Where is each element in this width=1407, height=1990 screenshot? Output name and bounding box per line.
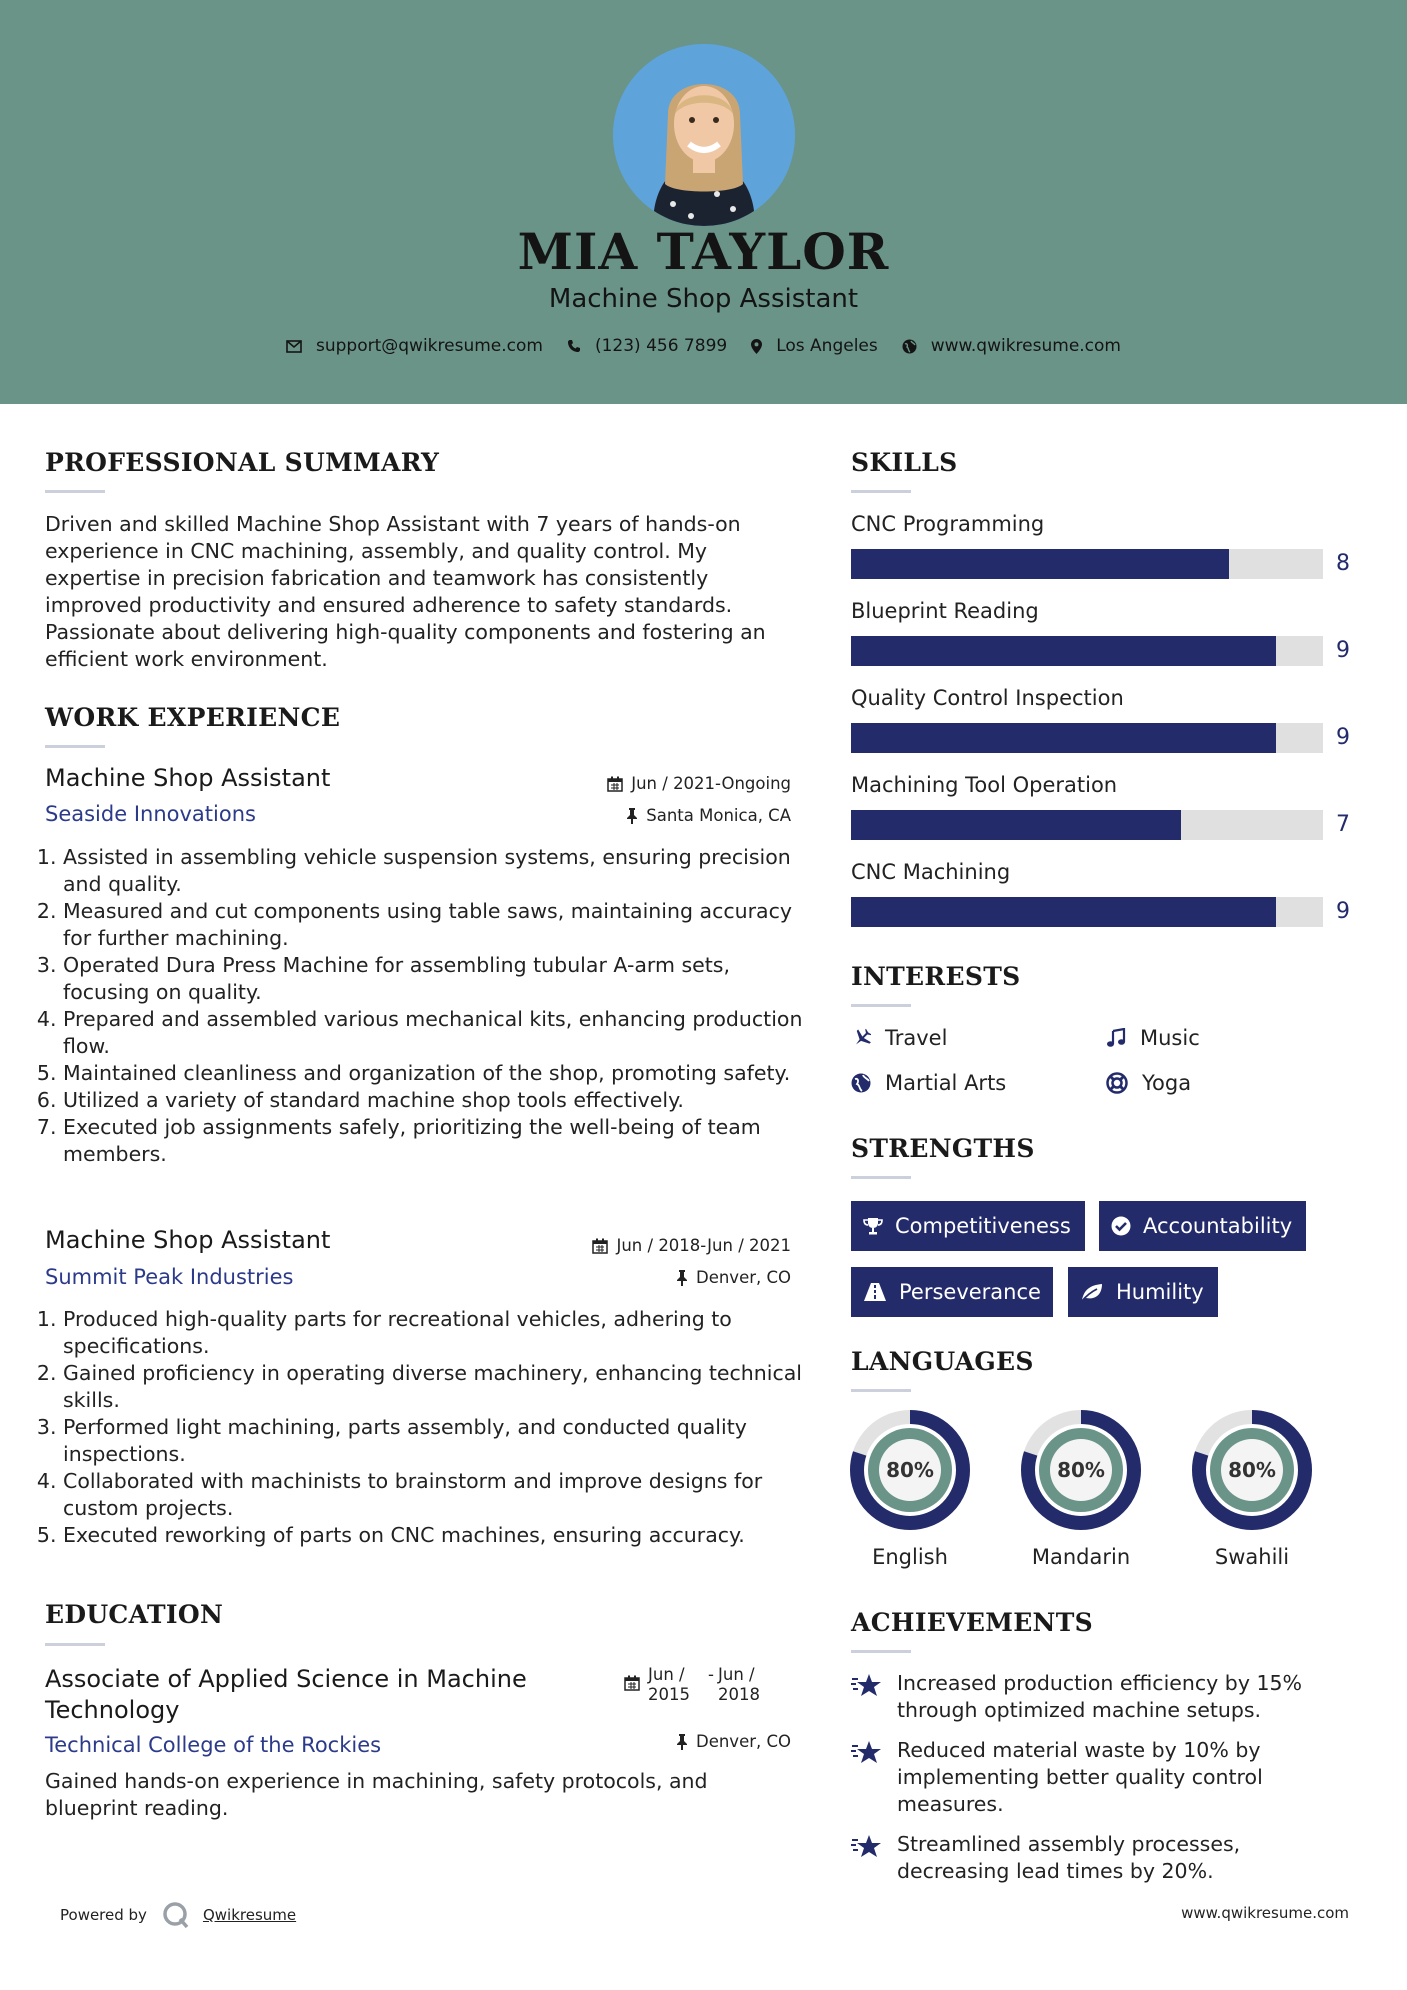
star-award-icon [851, 1672, 883, 1698]
skill-label: Quality Control Inspection [851, 686, 1124, 710]
list-item: 1. Assisted in assembling vehicle suspension systems, ensuring precision and quality. [63, 844, 805, 898]
footer-url[interactable]: www.qwikresume.com [1181, 1904, 1349, 1922]
job-2-bullets [45, 1306, 805, 1549]
globe-icon [851, 1073, 871, 1093]
job-1-date-text: Jun / 2021-Ongoing [631, 774, 791, 793]
language-name: English [872, 1545, 948, 1569]
qwikresume-logo-icon [161, 1900, 191, 1930]
star-award-icon [851, 1833, 883, 1859]
skill-bar-fill [851, 636, 1276, 666]
contact-email-text: support@qwikresume.com [316, 336, 543, 356]
strength-accountability-label: Accountability [1143, 1214, 1293, 1238]
experience-heading: WORK EXPERIENCE [45, 703, 341, 732]
list-item: 4. Collaborated with machinists to brainstorm and improve designs for custom projects. [63, 1468, 805, 1522]
contact-location [751, 336, 878, 356]
profile-photo-icon [613, 44, 795, 226]
education-text: Gained hands-on experience in machining, safety protocols, and blueprint reading. [45, 1769, 708, 1820]
contact-phone[interactable] [567, 336, 727, 356]
languages-rule [851, 1389, 911, 1392]
job-1-location [500, 806, 791, 825]
strengths-rule [851, 1176, 911, 1179]
achievement-text: Streamlined assembly processes, decreasing lead times by 20%. [897, 1832, 1241, 1883]
job-2-company: Summit Peak Industries [45, 1265, 294, 1289]
achievement-item [851, 1670, 1331, 1724]
calendar-icon [624, 1675, 640, 1691]
skills-heading: SKILLS [851, 448, 958, 477]
list-item: 3. Operated Dura Press Machine for assembling tubular A-arm sets, focusing on quality. [63, 952, 805, 1006]
contact-email[interactable] [286, 336, 543, 356]
contact-location-text: Los Angeles [776, 336, 878, 356]
job-1-title: Machine Shop Assistant [45, 764, 331, 792]
trophy-icon [863, 1216, 883, 1236]
achievement-text: Reduced material waste by 10% by implementing better quality control measures. [897, 1738, 1263, 1816]
interests-heading: INTERESTS [851, 962, 1021, 991]
footer-brand-link[interactable]: Qwikresume [202, 1906, 297, 1924]
interest-yoga-label: Yoga [1142, 1071, 1192, 1095]
achievement-text: Increased production efficiency by 15% through optimized machine setups. [897, 1671, 1303, 1722]
education-degree: Associate of Applied Science in Machine Technology [45, 1665, 527, 1724]
list-item: 5. Executed reworking of parts on CNC machines, ensuring accuracy. [63, 1522, 805, 1549]
language-ring [1019, 1408, 1143, 1532]
interest-yoga [1106, 1071, 1191, 1095]
skill-value: 7 [1336, 812, 1350, 837]
achievement-item [851, 1831, 1331, 1885]
skill-value: 9 [1336, 638, 1350, 663]
strength-perseverance [851, 1267, 1053, 1317]
education-school: Technical College of the Rockies [45, 1733, 382, 1757]
job-2-location-text: Denver, CO [695, 1268, 791, 1287]
summary-text: Driven and skilled Machine Shop Assistant with 7 years of hands-on experience in CNC machining, assembly, and quality control. My expertise in precision fabrication and teamwork has consistently improved productivity and ensured adherence to safety standards. Passionate about delivering high-quality components and fostering an efficient work environment. [45, 512, 766, 671]
strength-perseverance-label: Perseverance [899, 1280, 1041, 1304]
plane-icon [851, 1028, 871, 1048]
pushpin-icon [676, 1270, 688, 1286]
job-1-date [500, 774, 791, 793]
list-item: 1. Produced high-quality parts for recreational vehicles, adhering to specifications. [63, 1306, 805, 1360]
skill-value: 9 [1336, 725, 1350, 750]
list-item: 2. Measured and cut components using table saws, maintaining accuracy for further machining. [63, 898, 805, 952]
skill-bar-track [851, 897, 1323, 927]
job-2-date [500, 1236, 791, 1255]
strength-competitiveness [851, 1201, 1085, 1251]
skill-label: CNC Machining [851, 860, 1011, 884]
summary-rule [45, 490, 105, 493]
job-2-title: Machine Shop Assistant [45, 1226, 331, 1254]
summary-heading: PROFESSIONAL SUMMARY [45, 448, 440, 477]
list-item: 4. Prepared and assembled various mechanical kits, enhancing production flow. [63, 1006, 805, 1060]
list-item: 2. Gained proficiency in operating diverse machinery, enhancing technical skills. [63, 1360, 805, 1414]
list-item: 7. Executed job assignments safely, prioritizing the well-being of team members. [63, 1114, 805, 1168]
candidate-role: Machine Shop Assistant [548, 284, 859, 314]
education-heading: EDUCATION [45, 1600, 224, 1629]
road-icon [863, 1282, 887, 1302]
skill-value: 8 [1336, 551, 1350, 576]
list-item: 5. Maintained cleanliness and organization of the shop, promoting safety. [63, 1060, 805, 1087]
language-ring [848, 1408, 972, 1532]
header-banner [0, 0, 1407, 404]
achievement-item [851, 1737, 1331, 1818]
contact-phone-text: (123) 456 7899 [594, 336, 728, 356]
leaf-icon [1080, 1282, 1104, 1302]
job-1-company: Seaside Innovations [45, 802, 256, 826]
education-dates [624, 1665, 768, 1705]
language-ring [1190, 1408, 1314, 1532]
footer-powered-label: Powered by [60, 1906, 147, 1924]
strength-humility-label: Humility [1116, 1280, 1204, 1304]
skill-bar-fill [851, 723, 1276, 753]
pushpin-icon [626, 808, 638, 824]
experience-rule [45, 745, 105, 748]
skill-bar-track [851, 723, 1323, 753]
calendar-icon [607, 776, 623, 792]
calendar-icon [592, 1238, 608, 1254]
skill-label: Blueprint Reading [851, 599, 1039, 623]
interest-martial-arts-label: Martial Arts [885, 1071, 1007, 1095]
list-item: 3. Performed light machining, parts assembly, and conducted quality inspections. [63, 1414, 805, 1468]
skill-bar-fill [851, 549, 1229, 579]
interest-travel-label: Travel [885, 1026, 948, 1050]
footer-powered-by [60, 1900, 296, 1930]
job-2-location [500, 1268, 791, 1287]
education-date-start: Jun / 2015 [648, 1665, 690, 1704]
pushpin-icon [676, 1734, 688, 1750]
language-name: Mandarin [1031, 1545, 1131, 1569]
language-name: Swahili [1214, 1545, 1290, 1569]
star-award-icon [851, 1739, 883, 1765]
phone-icon [567, 339, 581, 353]
globe-icon [902, 339, 917, 354]
achievements-rule [851, 1650, 911, 1653]
job-1-bullets [45, 844, 805, 1168]
language-percent: 80% [1228, 1458, 1276, 1482]
skill-bar-track [851, 549, 1323, 579]
skill-bar-fill [851, 897, 1276, 927]
strength-accountability [1099, 1201, 1306, 1251]
candidate-name: MIA TAYLOR [517, 222, 890, 281]
contact-website[interactable] [902, 336, 1121, 356]
contact-bar [0, 336, 1407, 356]
skill-value: 9 [1336, 899, 1350, 924]
strength-competitiveness-label: Competitiveness [895, 1214, 1071, 1238]
language-percent: 80% [886, 1458, 934, 1482]
list-item: 6. Utilized a variety of standard machine shop tools effectively. [63, 1087, 805, 1114]
education-rule [45, 1643, 105, 1646]
education-location-text: Denver, CO [695, 1732, 791, 1751]
job-1-location-text: Santa Monica, CA [646, 806, 791, 825]
music-icon [1106, 1028, 1126, 1048]
avatar [613, 44, 795, 226]
life-ring-icon [1106, 1072, 1128, 1094]
interest-music-label: Music [1140, 1026, 1200, 1050]
skills-rule [851, 490, 911, 493]
languages-heading: LANGUAGES [851, 1347, 1034, 1376]
interests-rule [851, 1004, 911, 1007]
contact-website-text: www.qwikresume.com [930, 336, 1121, 356]
achievements-heading: ACHIEVEMENTS [851, 1608, 1093, 1637]
skill-label: Machining Tool Operation [851, 773, 1118, 797]
education-date-sep: - [708, 1665, 714, 1684]
interest-martial-arts [851, 1071, 1006, 1095]
education-date-end: Jun / 2018 [718, 1665, 760, 1704]
skill-bar-track [851, 636, 1323, 666]
envelope-icon [286, 340, 302, 353]
skill-label: CNC Programming [851, 512, 1045, 536]
interest-travel [851, 1026, 947, 1050]
education-location [500, 1732, 791, 1751]
skill-bar-fill [851, 810, 1181, 840]
skill-bar-track [851, 810, 1323, 840]
job-2-date-text: Jun / 2018-Jun / 2021 [616, 1236, 791, 1255]
interest-music [1106, 1026, 1200, 1050]
strengths-heading: STRENGTHS [851, 1134, 1035, 1163]
language-percent: 80% [1057, 1458, 1105, 1482]
map-pin-icon [751, 339, 762, 354]
strength-humility [1068, 1267, 1218, 1317]
check-circle-icon [1111, 1216, 1131, 1236]
